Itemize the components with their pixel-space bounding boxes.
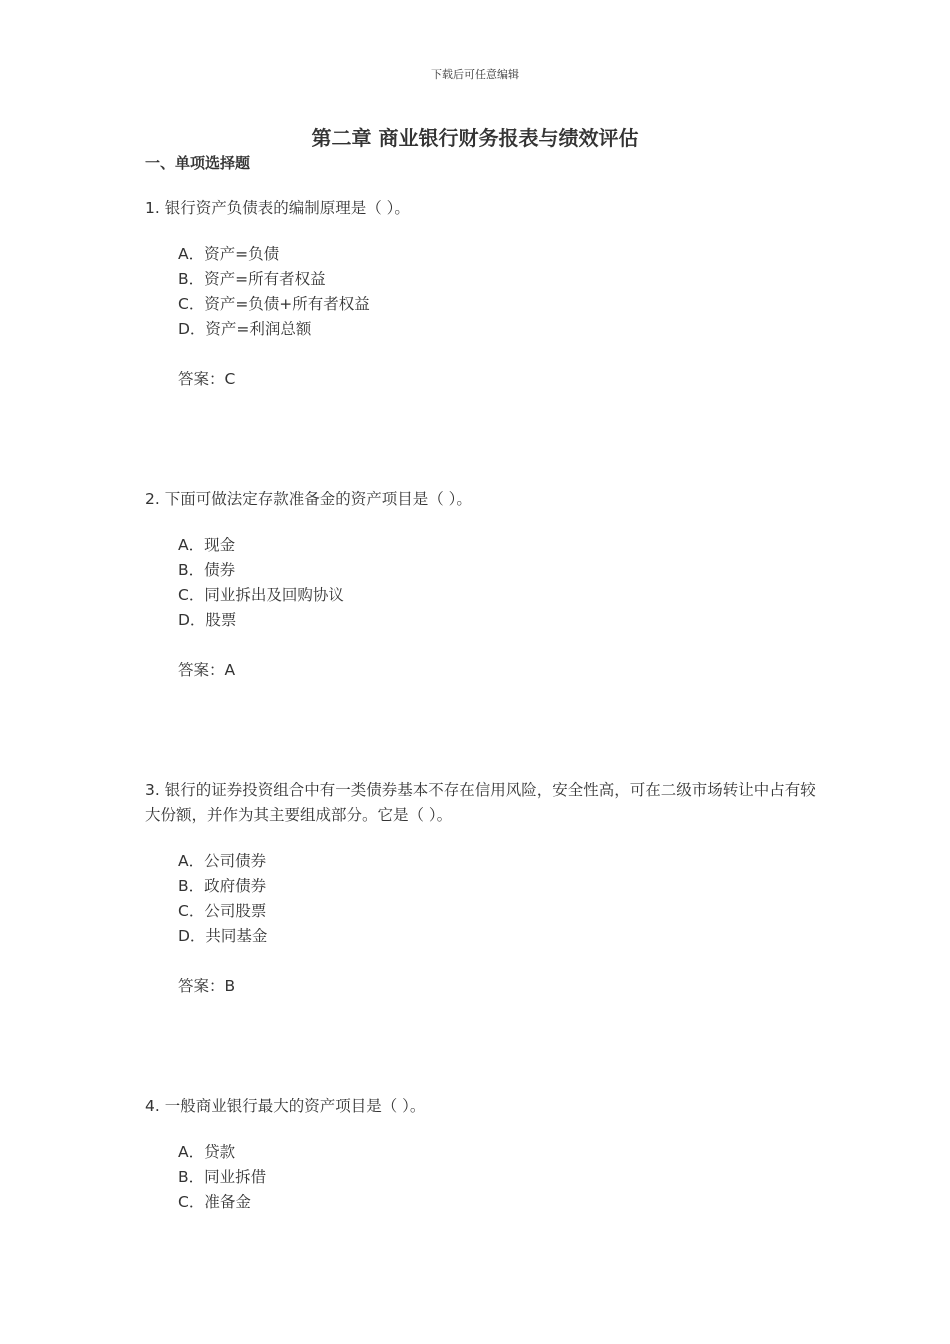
option-a: A．贷款 xyxy=(178,1143,236,1161)
question-text: 4. 一般商业银行最大的资产项目是（ ）。 xyxy=(145,1097,426,1115)
options-list xyxy=(178,533,825,633)
option-b: B．同业拆借 xyxy=(178,1168,267,1186)
section-heading: 一、单项选择题 xyxy=(145,154,251,172)
option-a: A．资产=负债 xyxy=(178,245,280,263)
option-c: C．同业拆出及回购协议 xyxy=(178,586,344,604)
question-1 xyxy=(145,196,825,392)
option-b: B．资产=所有者权益 xyxy=(178,270,326,288)
option-c: C．资产=负债+所有者权益 xyxy=(178,295,370,313)
option-b: B．债券 xyxy=(178,561,236,579)
question-2 xyxy=(145,487,825,683)
option-a: A．公司债券 xyxy=(178,852,267,870)
question-text: 3. 银行的证券投资组合中有一类债券基本不存在信用风险，安全性高，可在二级市场转让中占有较大份额，并作为其主要组成部分。它是（ ）。 xyxy=(145,781,816,824)
answer: 答案：A xyxy=(178,661,236,679)
option-d: D．资产=利润总额 xyxy=(178,320,312,338)
option-d: D．股票 xyxy=(178,611,237,629)
option-c: C．公司股票 xyxy=(178,902,267,920)
options-list xyxy=(178,242,825,342)
question-4 xyxy=(145,1094,825,1215)
option-d: D．共同基金 xyxy=(178,927,268,945)
answer: 答案：B xyxy=(178,977,236,995)
options-list xyxy=(178,1140,825,1215)
question-text: 2. 下面可做法定存款准备金的资产项目是（ ）。 xyxy=(145,490,472,508)
option-a: A．现金 xyxy=(178,536,236,554)
option-c: C．准备金 xyxy=(178,1193,251,1211)
answer: 答案：C xyxy=(178,370,236,388)
question-3 xyxy=(145,778,825,999)
page-title: 第二章 商业银行财务报表与绩效评估 xyxy=(311,126,639,150)
options-list xyxy=(178,849,825,949)
question-text: 1. 银行资产负债表的编制原理是（ ）。 xyxy=(145,199,410,217)
header-note: 下载后可任意编辑 xyxy=(431,68,519,81)
option-b: B．政府债券 xyxy=(178,877,267,895)
